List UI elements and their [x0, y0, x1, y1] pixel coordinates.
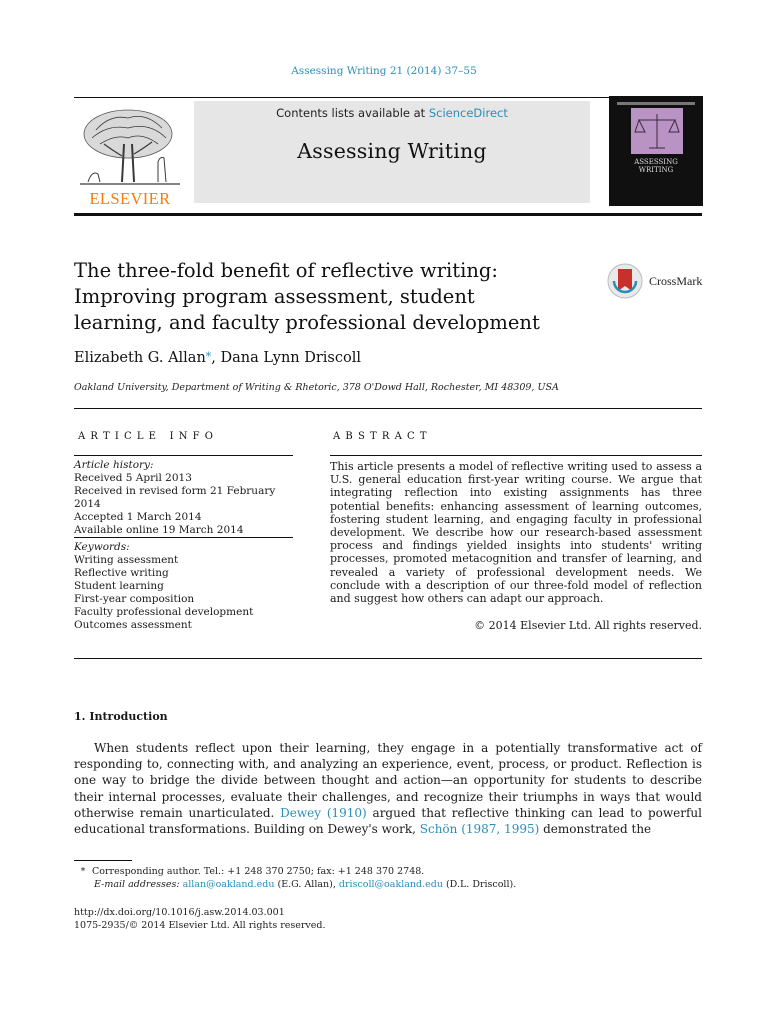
contents-prefix: Contents lists available at: [276, 106, 429, 120]
email-name: (D.L. Driscoll).: [442, 879, 517, 890]
intro-text: demonstrated the: [539, 822, 652, 837]
crossmark-icon[interactable]: [607, 263, 645, 299]
header-top-rule: [74, 97, 702, 98]
keyword-item: Reflective writing: [74, 567, 169, 579]
intro-text: argued that reflective thinking can lead to powerful educational transformations. Building on Dewey's work,: [74, 805, 703, 837]
history-item: Accepted 1 March 2014: [74, 511, 202, 523]
abstract-bottom-rule: [74, 658, 702, 659]
email-name: (E.G. Allan),: [274, 879, 339, 890]
affiliation-rule: [74, 408, 702, 409]
intro-text: When students reflect upon their learning, they engage in a potentially transformative act of responding to, connecting with, and analyzing an experience, event, process, or product. Reflection is one way to bridge the divide between thought and action—an opportunity for students to describe their internal processes, evaluate their challenges, and recognize their triumphs in ways that would otherwise remain unarticulated.: [74, 741, 702, 820]
cover-header-bar: [617, 102, 695, 105]
history-label: Article history:: [74, 459, 154, 471]
author-1: Elizabeth G. Allan: [74, 350, 206, 366]
journal-cover: [609, 96, 703, 206]
keyword-item: Writing assessment: [74, 554, 179, 566]
affiliation: Oakland University, Department of Writing & Rhetoric, 378 O'Dowd Hall, Rochester, MI 48309, USA: [74, 382, 559, 393]
cover-title-line2: WRITING: [638, 166, 674, 174]
citation-schon[interactable]: Schön (1987, 1995): [419, 822, 540, 837]
footnote-rule: [74, 860, 132, 861]
history-item: Received 5 April 2013: [74, 472, 192, 484]
history-item: Available online 19 March 2014: [74, 524, 244, 536]
email-link-allan[interactable]: allan@oakland.edu: [182, 879, 275, 890]
article-info-heading: ARTICLE INFO: [78, 431, 219, 442]
keyword-item: Outcomes assessment: [74, 619, 192, 631]
article-info-rule: [74, 455, 293, 456]
section-heading-introduction: 1. Introduction: [74, 710, 168, 723]
scales-icon: [631, 108, 683, 154]
history-item: Received in revised form 21 February 2014: [74, 485, 276, 510]
abstract-copyright: © 2014 Elsevier Ltd. All rights reserved.: [474, 619, 702, 632]
email-link-driscoll[interactable]: driscoll@oakland.edu: [338, 879, 443, 890]
corresponding-author-mark[interactable]: *: [205, 350, 212, 363]
footnote-mark: *: [80, 866, 86, 877]
journal-banner: [194, 101, 590, 203]
citation-dewey[interactable]: Dewey (1910): [280, 805, 367, 820]
keyword-item: Student learning: [74, 580, 164, 592]
email-label: E-mail addresses:: [94, 879, 180, 890]
cover-title-line1: ASSESSING: [634, 158, 678, 166]
corresponding-text: Corresponding author. Tel.: +1 248 370 2750; fax: +1 248 370 2748.: [92, 866, 425, 877]
keywords-label: Keywords:: [74, 541, 130, 553]
article-title: [74, 258, 584, 336]
sciencedirect-link[interactable]: ScienceDirect: [428, 106, 508, 120]
issn-copyright: 1075-2935/© 2014 Elsevier Ltd. All rights reserved.: [74, 920, 326, 931]
keywords-rule: [74, 537, 293, 538]
abstract-text: This article presents a model of reflective writing used to assess a U.S. general education first-year writing course. We argue that integrating reflection into existing assignments has three potential benefits: enhancing assessment of learning outcomes, fostering student learning, and engaging faculty in professional development. We describe how our research-based assessment process and findings yielded insights into students' writing processes, promoted metacognition and transfer of learning, and revealed a variety of professional development needs. We conclude with a description of our three-fold model of reflection and suggest how others can adapt our approach.: [330, 460, 702, 606]
email-footnote: [94, 879, 516, 891]
corresponding-footnote: [74, 866, 424, 878]
elsevier-tree-logo: [76, 104, 184, 188]
authors: [74, 350, 361, 366]
title-line: The three-fold benefit of reflective writing:: [74, 259, 498, 282]
journal-reference[interactable]: Assessing Writing 21 (2014) 37–55: [291, 65, 477, 77]
keyword-item: Faculty professional development: [74, 606, 254, 618]
header-bottom-rule: [74, 213, 702, 216]
title-line: Improving program assessment, student: [74, 285, 475, 308]
doi-link[interactable]: http://dx.doi.org/10.1016/j.asw.2014.03.001: [74, 907, 285, 918]
crossmark-label[interactable]: CrossMark: [649, 274, 703, 288]
keywords: [74, 541, 299, 632]
article-history: [74, 459, 299, 537]
introduction-paragraph: [74, 740, 702, 837]
cover-illustration: [631, 108, 683, 154]
author-2: , Dana Lynn Driscoll: [211, 350, 361, 366]
publisher-wordmark: ELSEVIER: [89, 189, 171, 208]
abstract-heading: ABSTRACT: [333, 431, 432, 442]
title-line: learning, and faculty professional development: [74, 311, 540, 334]
journal-title: Assessing Writing: [297, 139, 487, 163]
contents-availability: [194, 106, 590, 120]
abstract-rule: [330, 455, 702, 456]
keyword-item: First-year composition: [74, 593, 195, 605]
